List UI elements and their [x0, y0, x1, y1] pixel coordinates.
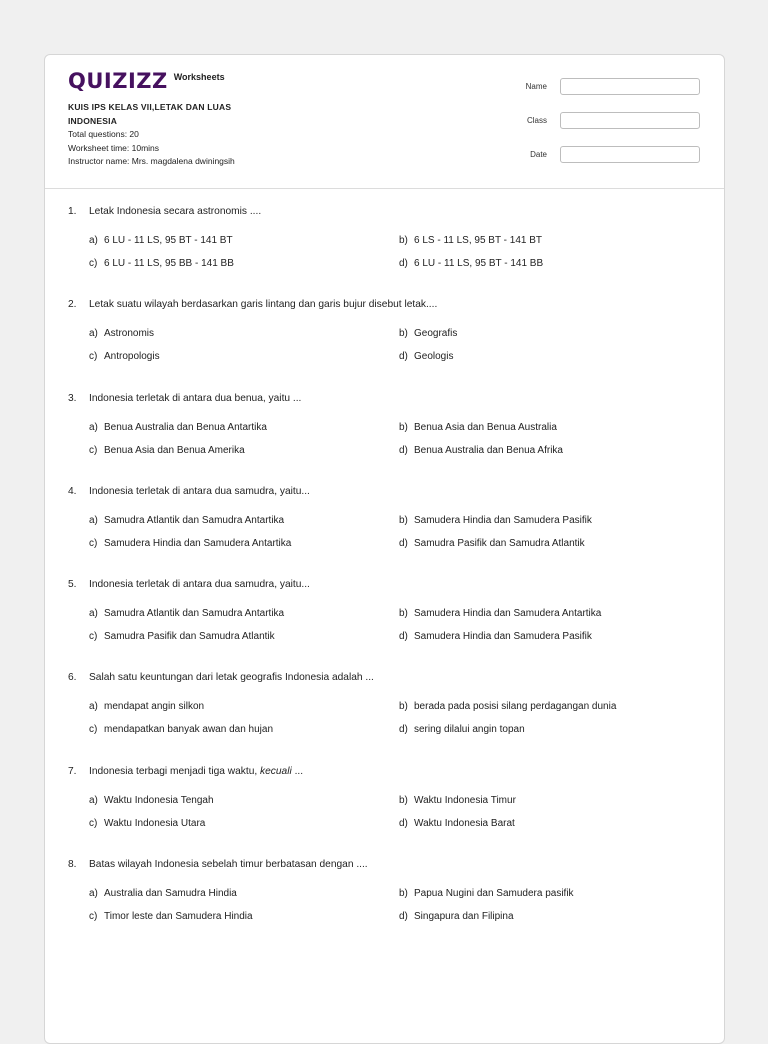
question-5	[68, 578, 688, 671]
name-label: Name	[525, 81, 547, 91]
class-label: Class	[526, 115, 547, 125]
option-text: 6 LU - 11 LS, 95 BT - 141 BT	[104, 235, 233, 246]
question-3	[68, 392, 688, 485]
option-text: Waktu Indonesia Barat	[414, 817, 515, 829]
option-letter: b)	[399, 888, 408, 900]
option-d[interactable]	[399, 537, 699, 550]
answer-options	[89, 607, 688, 643]
question-2	[68, 298, 688, 391]
option-text: Waktu Indonesia Timur	[414, 794, 516, 806]
option-text: Papua Nugini dan Samudera pasifik	[414, 888, 574, 900]
quiz-info	[68, 101, 268, 169]
question-number: 1.	[68, 206, 77, 217]
option-text: Samudra Atlantik dan Samudra Antartika	[104, 514, 285, 526]
option-a[interactable]	[89, 327, 399, 340]
option-letter: b)	[399, 514, 408, 526]
option-letter: a)	[89, 235, 98, 246]
worksheet-header	[45, 55, 724, 189]
option-b[interactable]	[399, 794, 699, 807]
option-letter: b)	[399, 608, 408, 620]
question-prompt: Indonesia terletak di antara dua samudra, yaitu...	[89, 485, 310, 497]
option-d[interactable]	[399, 350, 699, 363]
option-letter: c)	[89, 911, 98, 923]
option-letter: c)	[89, 631, 98, 643]
option-text: sering dilalui angin topan	[414, 724, 525, 736]
option-text: Samudra Pasifik dan Samudra Atlantik	[414, 537, 585, 549]
option-letter: c)	[89, 351, 98, 363]
answer-options	[89, 421, 688, 457]
option-letter: a)	[89, 888, 98, 900]
question-prompt	[89, 765, 303, 778]
worksheet-time: Worksheet time: 10mins	[68, 142, 160, 153]
question-prompt-main: Indonesia terbagi menjadi tiga waktu,	[89, 765, 261, 777]
worksheet-page	[44, 54, 725, 1044]
option-a[interactable]	[89, 514, 399, 527]
option-letter: c)	[89, 258, 98, 269]
question-prompt: Salah satu keuntungan dari letak geografis Indonesia adalah ...	[89, 672, 374, 684]
option-text: berada pada posisi silang perdagangan dunia	[414, 701, 617, 713]
answer-options	[89, 327, 688, 363]
option-a[interactable]	[89, 607, 399, 620]
option-letter: c)	[89, 817, 98, 829]
option-b[interactable]	[399, 514, 699, 527]
option-d[interactable]	[399, 257, 699, 270]
option-d[interactable]	[399, 630, 699, 643]
option-d[interactable]	[399, 910, 699, 923]
brand	[68, 70, 225, 92]
option-text: Singapura dan Filipina	[414, 911, 514, 923]
answer-options	[89, 234, 688, 270]
option-text: Benua Australia dan Benua Afrika	[414, 444, 563, 456]
question-text	[68, 671, 688, 684]
question-prompt: Indonesia terletak di antara dua benua, yaitu ...	[89, 392, 302, 404]
question-number: 3.	[68, 392, 77, 404]
option-letter: b)	[399, 794, 408, 806]
option-c[interactable]	[89, 444, 399, 457]
option-text: Samudera Hindia dan Samudera Pasifik	[414, 514, 592, 526]
date-label: Date	[530, 149, 547, 159]
option-text: Timor leste dan Samudera Hindia	[104, 911, 253, 923]
option-letter: d)	[399, 537, 408, 549]
option-text: Astronomis	[104, 328, 155, 340]
option-b[interactable]	[399, 887, 699, 900]
answer-options	[89, 514, 688, 550]
option-text: mendapatkan banyak awan dan hujan	[104, 724, 274, 736]
question-text	[68, 392, 688, 405]
option-text: 6 LU - 11 LS, 95 BT - 141 BB	[414, 258, 544, 269]
option-letter: c)	[89, 537, 98, 549]
option-a[interactable]	[89, 887, 399, 900]
option-text: Benua Asia dan Benua Amerika	[104, 444, 245, 456]
option-a[interactable]	[89, 234, 399, 247]
option-letter: d)	[399, 631, 408, 643]
option-text: Waktu Indonesia Tengah	[104, 794, 214, 806]
option-letter: b)	[399, 235, 408, 246]
option-c[interactable]	[89, 723, 399, 736]
question-prompt: Batas wilayah Indonesia sebelah timur berbatasan dengan ....	[89, 859, 368, 871]
option-d[interactable]	[399, 723, 699, 736]
question-prompt-emphasis: kecuali	[260, 765, 292, 777]
option-text: Samudera Hindia dan Samudera Pasifik	[414, 631, 592, 643]
option-a[interactable]	[89, 421, 399, 434]
question-text	[68, 578, 688, 591]
option-c[interactable]	[89, 910, 399, 923]
option-text: Australia dan Samudra Hindia	[104, 888, 237, 900]
question-number: 8.	[68, 859, 77, 871]
option-letter: d)	[399, 258, 408, 269]
option-letter: a)	[89, 514, 98, 526]
question-list	[68, 205, 688, 951]
quizizz-logo: QUIZIZZ	[68, 69, 168, 93]
option-b[interactable]	[399, 421, 699, 434]
question-1	[68, 205, 688, 298]
option-c[interactable]	[89, 350, 399, 363]
option-text: Antropologis	[104, 351, 160, 363]
question-6	[68, 671, 688, 764]
option-c[interactable]	[89, 817, 399, 830]
question-prompt: Letak suatu wilayah berdasarkan garis lintang dan garis bujur disebut letak....	[89, 299, 438, 311]
option-letter: c)	[89, 724, 98, 736]
option-b[interactable]	[399, 234, 699, 247]
question-text	[68, 298, 688, 311]
option-b[interactable]	[399, 607, 699, 620]
option-a[interactable]	[89, 700, 399, 713]
question-prompt: Indonesia terletak di antara dua samudra, yaitu...	[89, 579, 310, 591]
question-text	[68, 205, 688, 218]
option-text: Samudera Hindia dan Samudera Antartika	[104, 537, 292, 549]
option-letter: d)	[399, 911, 408, 923]
name-field[interactable]	[560, 78, 700, 95]
option-text: Samudra Pasifik dan Samudra Atlantik	[104, 631, 275, 643]
date-field[interactable]	[560, 146, 700, 163]
option-text: mendapat angin silkon	[104, 701, 205, 713]
question-number: 7.	[68, 765, 77, 777]
logo-subtitle: Worksheets	[173, 72, 225, 82]
class-row	[507, 111, 700, 129]
option-b[interactable]	[399, 700, 699, 713]
option-c[interactable]	[89, 257, 399, 270]
option-a[interactable]	[89, 794, 399, 807]
name-row	[507, 77, 700, 95]
option-text: Samudra Atlantik dan Samudra Antartika	[104, 608, 285, 620]
question-7	[68, 765, 688, 858]
option-text: 6 LU - 11 LS, 95 BB - 141 BB	[104, 258, 234, 269]
question-prompt: Letak Indonesia secara astronomis ....	[89, 206, 262, 217]
question-number: 4.	[68, 485, 77, 497]
answer-options	[89, 887, 688, 923]
class-field[interactable]	[560, 112, 700, 129]
option-c[interactable]	[89, 537, 399, 550]
question-number: 6.	[68, 672, 77, 684]
question-text	[68, 485, 688, 498]
option-letter: d)	[399, 351, 408, 363]
option-text: Samudera Hindia dan Samudera Antartika	[414, 608, 602, 620]
option-letter: b)	[399, 701, 408, 713]
option-b[interactable]	[399, 327, 699, 340]
option-letter: c)	[89, 444, 98, 456]
option-letter: b)	[399, 421, 408, 433]
option-text: Geografis	[414, 328, 458, 340]
option-text: Benua Asia dan Benua Australia	[414, 421, 557, 433]
option-letter: d)	[399, 817, 408, 829]
question-number: 5.	[68, 579, 77, 591]
answer-options	[89, 794, 688, 830]
student-fields	[507, 77, 700, 179]
question-text	[68, 858, 688, 871]
option-text: Geologis	[414, 351, 454, 363]
instructor-name: Instructor name: Mrs. magdalena dwiningsih	[68, 156, 235, 166]
question-4	[68, 485, 688, 578]
question-text	[68, 765, 688, 778]
quiz-title: KUIS IPS KELAS VII,LETAK DAN LUAS INDONESIA	[68, 102, 232, 126]
option-letter: b)	[399, 328, 408, 340]
option-text: Waktu Indonesia Utara	[104, 817, 206, 829]
option-c[interactable]	[89, 630, 399, 643]
total-questions: Total questions: 20	[68, 129, 139, 139]
option-letter: a)	[89, 794, 98, 806]
option-letter: a)	[89, 328, 98, 340]
option-d[interactable]	[399, 444, 699, 457]
option-text: 6 LS - 11 LS, 95 BT - 141 BT	[414, 235, 543, 246]
question-prompt-tail: ...	[291, 765, 304, 777]
option-d[interactable]	[399, 817, 699, 830]
option-letter: a)	[89, 701, 98, 713]
option-letter: d)	[399, 444, 408, 456]
option-letter: d)	[399, 724, 408, 736]
option-letter: a)	[89, 421, 98, 433]
question-8	[68, 858, 688, 951]
option-letter: a)	[89, 608, 98, 620]
question-number: 2.	[68, 299, 77, 311]
answer-options	[89, 700, 688, 736]
date-row	[507, 145, 700, 163]
option-text: Benua Australia dan Benua Antartika	[104, 421, 267, 433]
